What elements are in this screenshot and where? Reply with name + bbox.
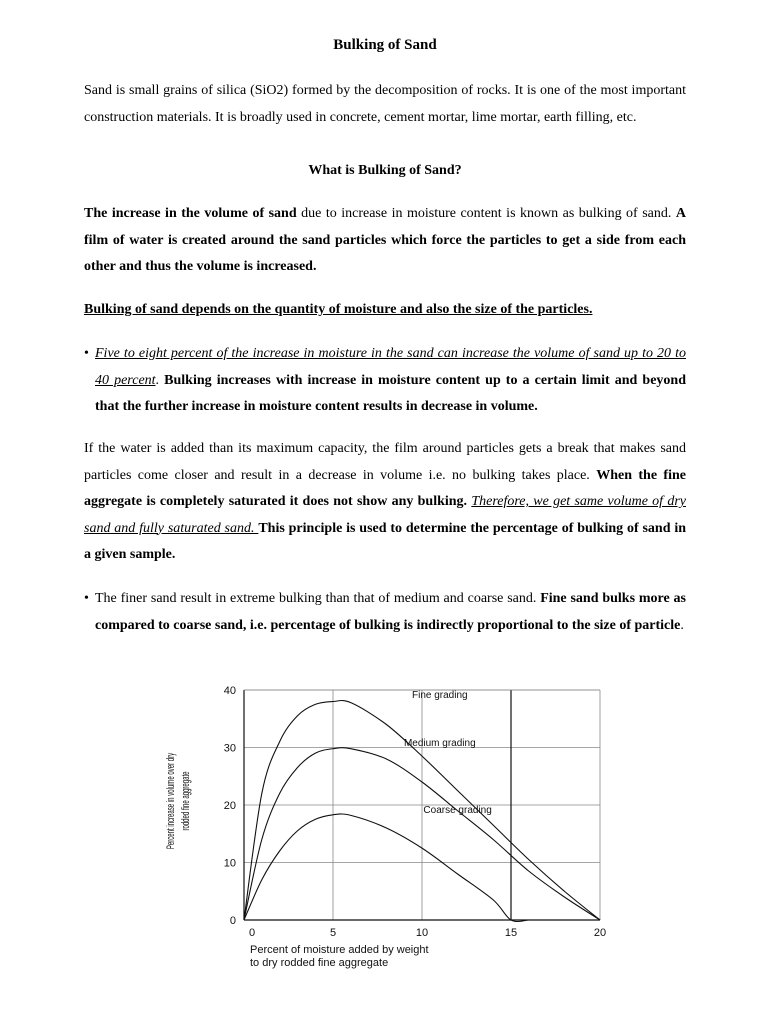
saturation-bold-text: When the fine aggregate is completely saturated it does not show any bulking.: [84, 467, 686, 509]
bullet-moisture-text: [84, 341, 686, 421]
moisture-italic-text: Five to eight percent of the increase in moisture in the sand can increase the volume of sand up to 20 to 40 percent: [95, 346, 686, 388]
section-heading: What is Bulking of Sand?: [308, 163, 462, 178]
finer-sand-bold-text: Fine sand bulks more as compared to coarse sand, i.e. percentage of bulking is indirectly proportional to the size of particle: [95, 591, 686, 633]
definition-bold-explanation: A film of water is created around the sand particles which force the particles to get a side from each other and thus the volume is increased.: [84, 206, 687, 274]
bulking-chart: [160, 680, 620, 980]
y-tick-label: 40: [223, 685, 236, 697]
dependency-statement: Bulking of sand depends on the quantity of moisture and also the size of the particles.: [84, 302, 593, 317]
series-line-coarse-grading: [244, 814, 529, 922]
y-tick-label: 10: [223, 857, 236, 870]
definition-text: due to increase in moisture content is known as bulking of sand.: [296, 206, 676, 221]
page-title: Bulking of Sand: [333, 37, 437, 53]
finer-sand-text: The finer sand result in extreme bulking than that of medium and coarse sand.: [95, 591, 541, 606]
moisture-bold-text: Bulking increases with increase in moisture content up to a certain limit and beyond that the further increase in moisture content results in decrease in volume.: [95, 372, 686, 414]
bulking-chart-svg: [160, 680, 620, 980]
bullet-finer-sand-text: [84, 586, 686, 639]
definition-bold-lead: The increase in the volume of sand: [84, 206, 297, 221]
x-tick-label: 0: [248, 927, 256, 939]
saturation-paragraph: [84, 436, 686, 569]
x-tick-label: 10: [415, 927, 429, 939]
y-tick-label: 30: [223, 742, 236, 755]
moisture-period: .: [155, 372, 165, 388]
series-label-coarse-grading: Coarse grading: [423, 805, 492, 817]
saturation-text: If the water is added than its maximum capacity, the film around particles gets a break that makes sand particles come closer and result in a decrease in volume i.e. no bulking takes place.: [84, 441, 686, 483]
x-axis-label-line2: to dry rodded fine aggregate: [250, 957, 389, 969]
saturation-italic-text: Therefore, we get same volume of dry sand and fully saturated sand.: [84, 494, 686, 536]
y-axis-label-line2: rodded fine aggregate: [179, 771, 192, 831]
bullet-marker: •: [84, 591, 89, 606]
x-tick-label: 20: [593, 927, 607, 939]
bullet-finer-sand: [84, 586, 686, 639]
finer-sand-end: .: [680, 617, 684, 633]
intro-paragraph: Sand is small grains of silica (SiO2) formed by the decomposition of rocks. It is one of the most important construction materials. It is broadly used in concrete, cement mortar, lime mortar, earth filling, etc.: [84, 83, 686, 125]
x-tick-label: 15: [504, 927, 518, 939]
bullet-marker: •: [84, 346, 89, 361]
y-tick-label: 20: [223, 800, 236, 812]
y-tick-label: 0: [229, 915, 236, 927]
x-axis-label-line1: Percent of moisture added by weight: [250, 944, 429, 956]
saturation-principle-text: This principle is used to determine the percentage of bulking of sand in a given sample.: [84, 520, 687, 562]
series-label-medium-grading: Medium grading: [403, 737, 476, 749]
series-label-fine-grading: Fine grading: [412, 690, 468, 702]
y-axis-label-line1: Percent increase in volume over dry: [164, 752, 177, 850]
definition-paragraph: [84, 201, 686, 281]
x-tick-label: 5: [329, 927, 337, 939]
bullet-moisture: [84, 341, 686, 421]
